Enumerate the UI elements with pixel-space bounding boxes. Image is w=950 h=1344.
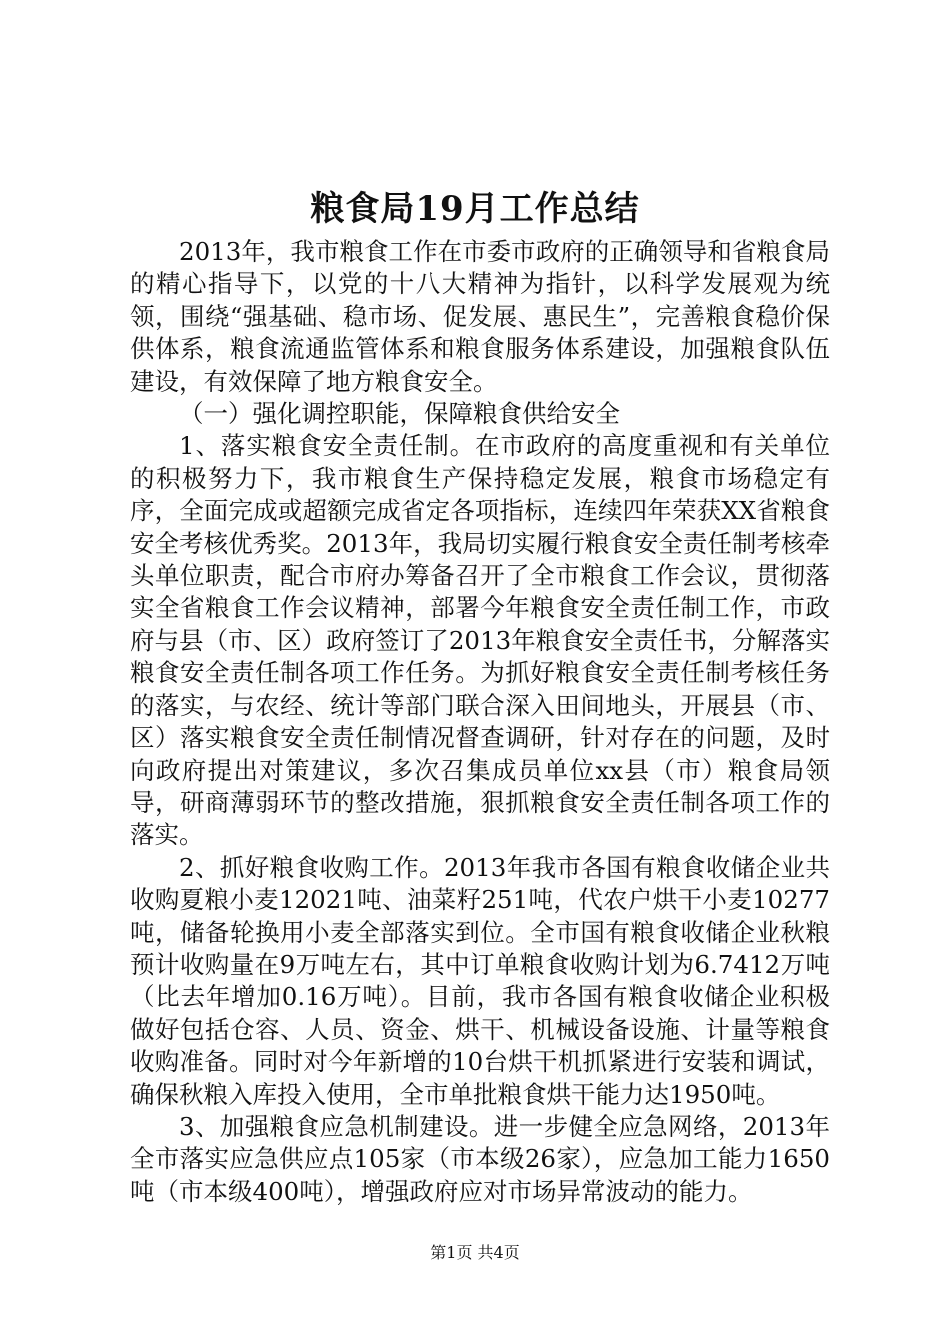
intro-paragraph: 2013年，我市粮食工作在市委市政府的正确领导和省粮食局的精心指导下，以党的十八大精神为指针，以科学发展观为统领，围绕“强基础、稳市场、促发展、惠民生”，完善粮食稳价保供体系，粮食流通监管体系和粮食服务体系建设，加强粮食队伍建设，有效保障了地方粮食安全。	[130, 237, 830, 396]
document-body	[130, 236, 830, 1208]
paragraph-grain-purchase: 2、抓好粮食收购工作。2013年我市各国有粮食收储企业共收购夏粮小麦12021吨、油菜籽251吨，代农户烘干小麦10277吨，储备轮换用小麦全部落实到位。全市国有粮食收储企业秋粮预计收购量在9万吨左右，其中订单粮食收购计划为6.7412万吨（比去年增加0.16万吨）。目前，我市各国有粮食收储企业积极做好包括仓容、人员、资金、烘干、机械设备设施、计量等粮食收购准备。同时对今年新增的10台烘干机抓紧进行安装和调试，确保秋粮入库投入使用，全市单批粮食烘干能力达1950吨。	[130, 852, 830, 1109]
page-number-footer: 第1页 共4页	[430, 1243, 520, 1262]
document-title: 粮食局19月工作总结	[310, 189, 640, 229]
paragraph-grain-safety-responsibility: 1、落实粮食安全责任制。在市政府的高度重视和有关单位的积极努力下，我市粮食生产保持稳定发展，粮食市场稳定有序，全面完成或超额完成省定各项指标，连续四年荣获XX省粮食安全考核优秀奖。2013年，我局切实履行粮食安全责任制考核牵头单位职责，配合市府办筹备召开了全市粮食工作会议，贯彻落实全省粮食工作会议精神，部署今年粮食安全责任制工作，市政府与县（市、区）政府签订了2013年粮食安全责任书，分解落实粮食安全责任制各项工作任务。为抓好粮食安全责任制考核任务的落实，与农经、统计等部门联合深入田间地头，开展县（市、区）落实粮食安全责任制情况督查调研，针对存在的问题，及时向政府提出对策建议，多次召集成员单位xx县（市）粮食局领导，研商薄弱环节的整改措施，狠抓粮食安全责任制各项工作的落实。	[130, 431, 830, 850]
paragraph-emergency-mechanism: 3、加强粮食应急机制建设。进一步健全应急网络，2013年全市落实应急供应点105家（市本级26家），应急加工能力1650吨（市本级400吨），增强政府应对市场异常波动的能力。	[130, 1111, 830, 1206]
section-heading: （一）强化调控职能，保障粮食供给安全	[179, 399, 620, 429]
